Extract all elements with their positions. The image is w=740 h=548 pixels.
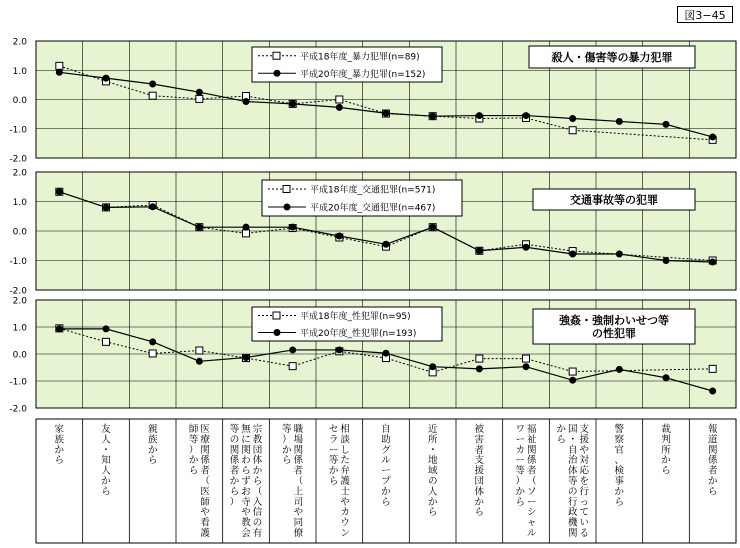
category-label: 警察官、検事から — [614, 424, 625, 508]
legend-marker-dot — [284, 204, 291, 211]
data-point-square — [196, 95, 203, 102]
y-tick-label: 0.0 — [12, 96, 27, 106]
category-label: 近所・地域の人から — [427, 424, 438, 519]
data-point-dot — [336, 233, 343, 240]
data-point-square — [523, 355, 530, 362]
category-label: 被害者支援団体から — [474, 424, 485, 519]
data-point-dot — [289, 100, 296, 107]
legend-label: 平成18年度_暴力犯罪(n=89) — [300, 52, 420, 63]
chart-panel-3 — [9, 297, 736, 415]
data-point-dot — [103, 325, 110, 332]
category-label: 自助グループから — [381, 424, 391, 508]
data-point-dot — [243, 354, 250, 361]
legend-marker-square — [273, 52, 280, 59]
legend — [252, 307, 442, 341]
category-label: 親族から — [147, 424, 158, 467]
y-tick-label: 1.0 — [12, 198, 27, 208]
chart-title-text: 殺人・傷害等の暴力犯罪 — [551, 51, 673, 64]
legend — [262, 180, 462, 216]
legend-label: 平成20年度_交通犯罪(n=467) — [310, 203, 436, 214]
data-point-dot — [663, 374, 670, 381]
data-point-dot — [149, 338, 156, 345]
legend-label: 平成18年度_性犯罪(n=95) — [300, 312, 411, 322]
data-point-dot — [523, 363, 530, 370]
data-point-dot — [663, 121, 670, 128]
y-tick-label: -1.0 — [9, 125, 27, 136]
y-tick-label: 2.0 — [12, 37, 27, 48]
data-point-dot — [569, 115, 576, 122]
legend-marker-square — [273, 312, 280, 319]
chart-panel-1 — [9, 38, 736, 165]
y-tick-label: -1.0 — [9, 377, 27, 388]
data-point-square — [196, 347, 203, 354]
category-label: 支援や対応を行っている国・自治体等の行政機関から — [556, 424, 589, 539]
data-point-square — [569, 368, 576, 375]
chart-title — [533, 309, 695, 344]
data-point-dot — [709, 387, 716, 394]
data-point-square — [569, 127, 576, 134]
data-point-dot — [476, 112, 483, 119]
chart-title-text: 強姦・強制わいせつ等 — [559, 314, 669, 327]
data-point-dot — [56, 188, 63, 195]
data-point-dot — [103, 75, 110, 82]
category-label: 福祉関係者（ソーシャルワーカー等）から — [515, 424, 537, 539]
data-point-dot — [616, 251, 623, 258]
category-label: 裁判所から — [661, 424, 671, 477]
data-point-dot — [663, 257, 670, 264]
data-point-dot — [103, 204, 110, 211]
data-point-dot — [383, 241, 390, 248]
data-point-dot — [383, 350, 390, 357]
y-tick-label: 1.0 — [12, 66, 27, 77]
y-tick-label: 2.0 — [12, 168, 27, 179]
chart-title — [533, 189, 695, 210]
data-point-dot — [56, 325, 63, 332]
data-point-dot — [476, 247, 483, 254]
category-label-table — [36, 419, 736, 543]
data-point-dot — [243, 98, 250, 105]
figure-id-label: 図3−45 — [677, 6, 733, 23]
data-point-dot — [383, 110, 390, 117]
data-point-dot — [429, 363, 436, 370]
y-tick-label: 0.0 — [12, 350, 27, 361]
legend-label: 平成20年度_暴力犯罪(n=152) — [300, 69, 426, 80]
category-label: 友人・知人から — [101, 424, 111, 498]
legend — [252, 47, 442, 82]
legend-label: 平成18年度_交通犯罪(n=571) — [310, 185, 436, 196]
legend-marker-dot — [274, 70, 281, 77]
chart-title-text: 交通事故等の犯罪 — [570, 193, 658, 207]
data-point-square — [56, 62, 63, 69]
data-point-dot — [523, 112, 530, 119]
data-point-dot — [149, 203, 156, 210]
legend-label: 平成20年度_性犯罪(n=193) — [300, 329, 417, 339]
y-tick-label: -1.0 — [9, 257, 27, 267]
data-point-dot — [709, 258, 716, 265]
legend-marker-square — [283, 186, 290, 193]
data-point-dot — [196, 358, 203, 365]
data-point-square — [149, 350, 156, 357]
data-point-dot — [523, 244, 530, 251]
y-tick-label: -2.0 — [9, 286, 27, 297]
y-tick-label: 1.0 — [12, 323, 27, 334]
data-point-dot — [709, 133, 716, 140]
data-point-dot — [196, 224, 203, 231]
data-point-dot — [616, 118, 623, 125]
y-tick-label: 2.0 — [12, 296, 27, 307]
data-point-square — [243, 230, 250, 237]
category-label: 報道関係者から — [707, 424, 718, 498]
data-point-square — [709, 365, 716, 372]
data-point-dot — [196, 89, 203, 96]
data-point-square — [149, 92, 156, 99]
category-label: 医療関係者（医師や看護師等）から — [188, 424, 210, 539]
category-label: 職場関係者（上司や同僚等）から — [282, 424, 304, 539]
y-tick-label: 0.0 — [12, 227, 27, 238]
chart-title-text: の性犯罪 — [592, 327, 636, 340]
data-point-dot — [243, 224, 250, 231]
data-point-dot — [569, 251, 576, 258]
data-point-square — [336, 96, 343, 103]
data-point-dot — [289, 224, 296, 231]
chart-title — [529, 46, 695, 68]
chart-panel-2 — [9, 169, 736, 297]
data-point-dot — [616, 366, 623, 373]
data-point-dot — [476, 365, 483, 372]
data-point-dot — [569, 377, 576, 384]
data-point-square — [103, 338, 110, 345]
legend-marker-dot — [274, 329, 281, 336]
data-point-dot — [56, 69, 63, 76]
y-tick-label: -2.0 — [9, 154, 27, 165]
data-point-square — [289, 363, 296, 370]
data-point-dot — [336, 346, 343, 353]
category-label: 相談した弁護士やカウンセラー等から — [328, 424, 350, 539]
data-point-dot — [429, 224, 436, 231]
data-point-dot — [429, 113, 436, 120]
y-tick-label: -2.0 — [9, 404, 27, 415]
category-label: 宗教団体から（入信の有無に関わらずお寺や教会等の関係者から） — [229, 424, 263, 539]
data-point-dot — [149, 80, 156, 87]
category-label: 家族から — [54, 424, 65, 467]
data-point-dot — [336, 104, 343, 111]
data-point-dot — [289, 346, 296, 353]
data-point-square — [476, 355, 483, 362]
